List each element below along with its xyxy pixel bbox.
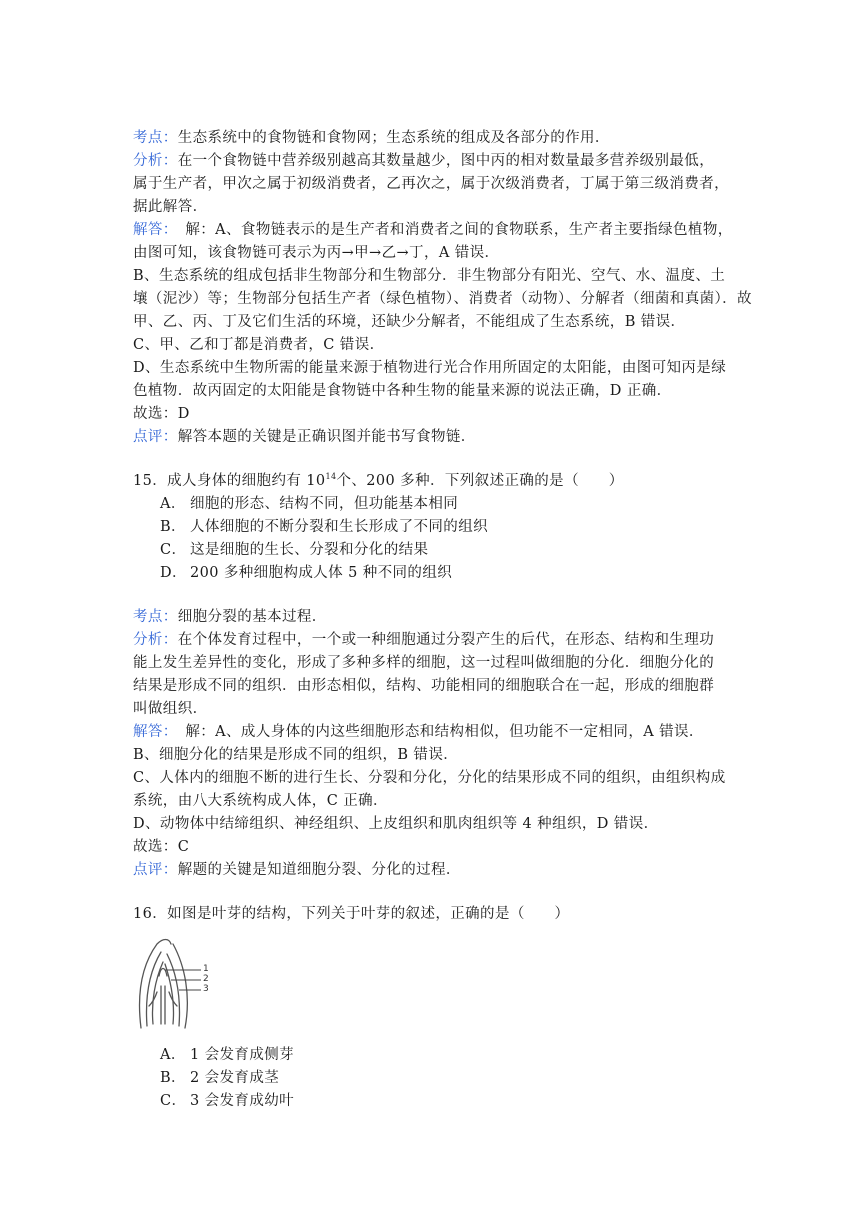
q15-option-c: C． 这是细胞的生长、分裂和分化的结果: [160, 542, 429, 558]
q14-jieda-line: 由图可知，该食物链可表示为丙→甲→乙→丁，A 错误．: [133, 245, 500, 261]
document-page: [133, 127, 752, 1113]
leaf-bud-drawing: [135, 936, 225, 1036]
q16-option-c: C． 3 会发育成幼叶: [160, 1093, 295, 1109]
q15-jieda-line: D、动物体中结缔组织、神经组织、上皮组织和肌肉组织等 4 种组织，D 错误．: [133, 816, 659, 832]
q15-kaodian: 考点：细胞分裂的基本过程．: [133, 609, 327, 625]
q14-jieda-line: 故选：D: [133, 406, 190, 422]
q15-jieda-line: C、人体内的细胞不断的进行生长、分裂和分化，分化的结果形成不同的组织，由组织构成: [133, 770, 726, 786]
q15-option-d: D． 200 多种细胞构成人体 5 种不同的组织: [160, 565, 453, 581]
q15-stem: 15．成人身体的细胞约有 $10^{14}$个、200 多种．下列叙述正确的是（ ）: [133, 472, 624, 489]
jieda-tag: 解答：: [133, 724, 171, 740]
q15-dianping: 点评：解题的关键是知道细胞分裂、分化的过程．: [133, 862, 461, 878]
q15-option-b: B． 人体细胞的不断分裂和生长形成了不同的组织: [160, 519, 488, 535]
q15-fenxi-line: 结果是形成不同的组织．由形态相似，结构、功能相同的细胞联合在一起，形成的细胞群: [133, 678, 715, 694]
kaodian-tag: 考点：: [133, 609, 178, 625]
dianping-tag: 点评：: [133, 429, 178, 445]
q15-option-a: A． 细胞的形态、结构不同，但功能基本相同: [160, 496, 459, 512]
q15-jieda-line: B、细胞分化的结果是形成不同的组织，B 错误．: [133, 747, 459, 763]
figure-label-3: 3: [203, 984, 209, 994]
q15-fenxi-line: 能上发生差异性的变化，形成了多种多样的细胞，这一过程叫做细胞的分化．细胞分化的: [133, 655, 715, 671]
q14-jieda-line: 解答： 解：A、食物链表示的是生产者和消费者之间的食物联系，生产者主要指绿色植物，: [133, 222, 733, 238]
q16-stem: 16．如图是叶芽的结构，下列关于叶芽的叙述，正确的是（ ）: [133, 906, 570, 922]
q14-fenxi-line: 分析：在一个食物链中营养级别越高其数量越少，图中丙的相对数量最多营养级别最低，: [133, 153, 715, 169]
q15-jieda-line: 系统，由八大系统构成人体，C 正确．: [133, 793, 388, 809]
dianping-tag: 点评：: [133, 862, 178, 878]
q14-jieda-line: 色植物．故丙固定的太阳能是食物链中各种生物的能量来源的说法正确，D 正确．: [133, 383, 672, 399]
q14-jieda-line: D、生态系统中生物所需的能量来源于植物进行光合作用所固定的太阳能，由图可知丙是绿: [133, 360, 727, 376]
q16-option-b: B． 2 会发育成茎: [160, 1070, 280, 1086]
figure-label-2: 2: [203, 974, 209, 984]
q14-kaodian: 考点：生态系统中的食物链和食物网；生态系统的组成及各部分的作用．: [133, 130, 610, 146]
q15-jieda-line: 故选：C: [133, 839, 190, 855]
fenxi-tag: 分析：: [133, 632, 178, 648]
leaf-bud-figure: [135, 936, 225, 1036]
q14-jieda-line: 甲、乙、丙、丁及它们生活的环境，还缺少分解者，不能组成了生态系统，B 错误．: [133, 314, 686, 330]
q14-jieda-line: 壤（泥沙）等；生物部分包括生产者（绿色植物）、消费者（动物）、分解者（细菌和真菌）．故: [133, 291, 752, 307]
kaodian-tag: 考点：: [133, 130, 178, 146]
q15-fenxi-line: 分析：在个体发育过程中，一个或一种细胞通过分裂产生的后代，在形态、结构和生理功: [133, 632, 715, 648]
q14-jieda-line: C、甲、乙和丁都是消费者，C 错误．: [133, 337, 385, 353]
q15-fenxi-line: 叫做组织．: [133, 701, 208, 717]
q14-fenxi-line: 据此解答．: [133, 199, 208, 215]
fenxi-tag: 分析：: [133, 153, 178, 169]
figure-label-1: 1: [203, 964, 209, 974]
q14-fenxi-line: 属于生产者，甲次之属于初级消费者，乙再次之，属于次级消费者，丁属于第三级消费者，: [133, 176, 729, 192]
q14-jieda-line: B、生态系统的组成包括非生物部分和生物部分．非生物部分有阳光、空气、水、温度、土: [133, 268, 726, 284]
jieda-tag: 解答：: [133, 222, 171, 238]
q14-dianping: 点评：解答本题的关键是正确识图并能书写食物链．: [133, 429, 476, 445]
q16-option-a: A． 1 会发育成侧芽: [160, 1047, 295, 1063]
q15-jieda-line: 解答： 解：A、成人身体的内这些细胞形态和结构相似，但功能不一定相同，A 错误．: [133, 724, 704, 740]
